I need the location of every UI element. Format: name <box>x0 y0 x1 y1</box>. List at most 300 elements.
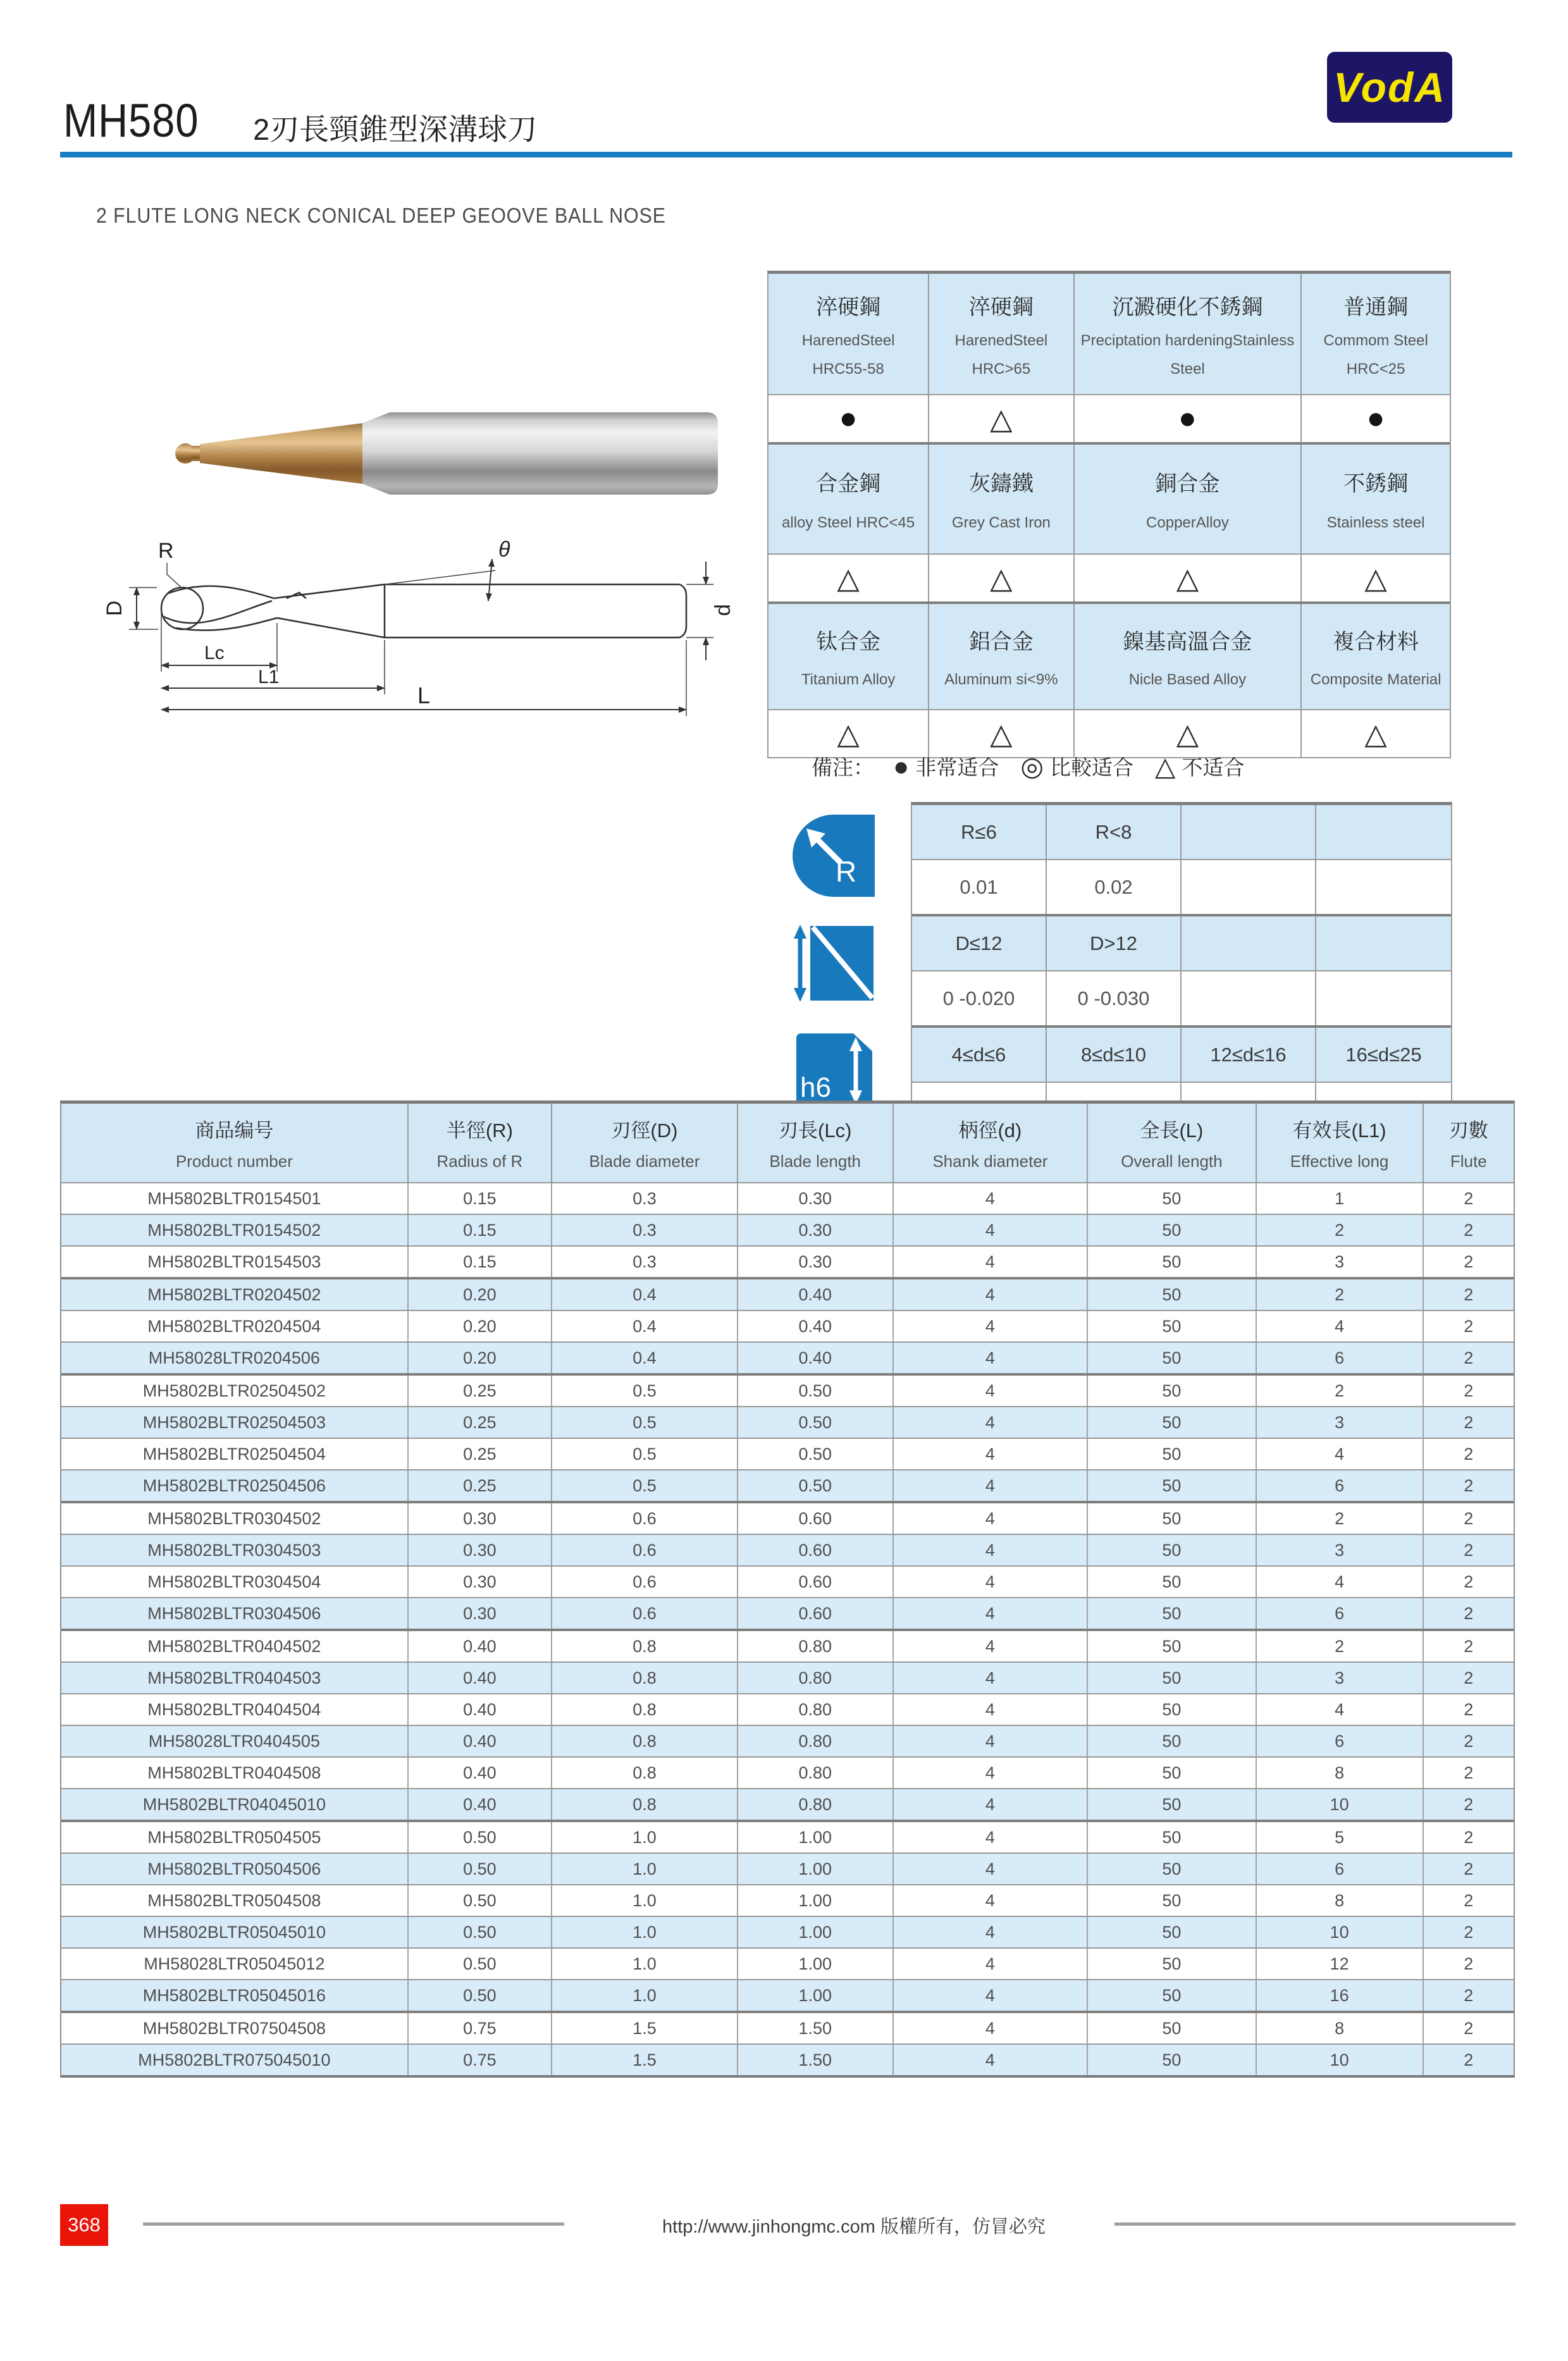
material-name-en: Commom Steel <box>1323 331 1428 349</box>
tolerance-header-cell: R≤6 <box>912 805 1047 859</box>
product-cell: 1.00 <box>738 1949 894 1979</box>
column-header-zh: 半徑(R) <box>446 1119 513 1142</box>
footer-divider-left <box>143 2222 564 2226</box>
product-cell: 1.5 <box>552 2045 738 2075</box>
material-header-cell <box>929 445 1074 553</box>
product-cell: 5 <box>1257 1822 1424 1852</box>
product-cell: 2 <box>1257 1215 1424 1245</box>
arrow-down-icon <box>794 988 806 1002</box>
product-cell: 0.5 <box>552 1439 738 1469</box>
product-cell: 0.30 <box>738 1183 894 1214</box>
product-cell: 0.3 <box>552 1183 738 1214</box>
product-cell: 2 <box>1464 1668 1474 1687</box>
drawing-label-theta: θ <box>498 538 510 562</box>
tolerance-header-cell: 12≤d≤16 <box>1182 1028 1316 1082</box>
product-cell: 0.40 <box>738 1279 894 1310</box>
product-cell: 0.40 <box>409 1789 552 1820</box>
product-cell: 0.8 <box>552 1726 738 1756</box>
product-cell: 3 <box>1257 1663 1424 1693</box>
material-header-cell <box>1075 274 1302 394</box>
product-cell: MH5802BLTR0404503 <box>61 1663 409 1693</box>
product-cell: 2 <box>1464 1985 1474 2005</box>
material-symbol-cell <box>1302 555 1450 601</box>
product-cell: 1.0 <box>552 1885 738 1916</box>
product-cell: 4 <box>894 2013 1089 2044</box>
column-header-zh: 商品编号 <box>195 1119 274 1142</box>
product-cell: 2 <box>1464 1827 1474 1847</box>
material-symbol-cell <box>1302 710 1450 757</box>
product-cell: 4 <box>894 1854 1089 1884</box>
product-cell: 0.40 <box>409 1726 552 1756</box>
product-cell: 0.80 <box>738 1789 894 1820</box>
material-name-zh: 不銹鋼 <box>1343 472 1409 496</box>
product-cell: 50 <box>1088 1631 1256 1661</box>
product-cell: 2 <box>1464 2018 1474 2038</box>
product-row <box>61 1629 1514 1661</box>
product-cell: 50 <box>1088 1311 1256 1341</box>
unsuitable-triangle-icon: △ <box>1364 562 1387 595</box>
tolerance-value-cell <box>1182 971 1316 1025</box>
product-cell: 50 <box>1088 1407 1256 1438</box>
product-cell: 4 <box>894 1567 1089 1597</box>
product-cell: 50 <box>1088 2045 1256 2075</box>
product-cell: 6 <box>1257 1598 1424 1629</box>
material-header-cell <box>769 445 929 553</box>
material-name-en: Aluminum si<9% <box>944 670 1058 688</box>
product-cell: 1.50 <box>738 2013 894 2044</box>
tolerance-value-row <box>912 970 1451 1025</box>
product-cell: 1.00 <box>738 1980 894 2011</box>
column-header-zh: 刃長(Lc) <box>779 1119 852 1142</box>
material-symbol-cell <box>769 395 929 442</box>
legend-item-label: 非常适合 <box>915 756 999 779</box>
column-header-en: Overall length <box>1121 1152 1223 1171</box>
tool-photo <box>81 393 723 517</box>
product-cell: 0.5 <box>552 1376 738 1406</box>
product-cell: MH5802BLTR0154501 <box>61 1183 409 1214</box>
product-cell: 0.25 <box>409 1470 552 1501</box>
tolerance-header-cell: R<8 <box>1047 805 1182 859</box>
tool-shank <box>390 412 718 495</box>
material-hardness: HRC55-58 <box>812 360 884 378</box>
product-cell: 0.50 <box>738 1407 894 1438</box>
product-cell: 6 <box>1257 1343 1424 1373</box>
product-cell: 3 <box>1257 1407 1424 1438</box>
unsuitable-triangle-icon: △ <box>837 562 860 595</box>
product-cell: 2 <box>1464 1699 1474 1719</box>
material-header-cell <box>1302 604 1450 709</box>
product-column-header <box>552 1104 738 1182</box>
material-symbol-cell <box>929 555 1074 601</box>
product-cell: 0.15 <box>409 1247 552 1277</box>
material-name-zh: 淬硬鋼 <box>816 295 881 320</box>
product-cell: 0.15 <box>409 1183 552 1214</box>
tolerance-table <box>911 802 1452 1138</box>
product-cell: 0.25 <box>409 1376 552 1406</box>
product-row <box>61 1214 1514 1245</box>
product-cell: 0.30 <box>409 1535 552 1565</box>
product-row <box>61 1756 1514 1788</box>
product-cell: 4 <box>894 1279 1089 1310</box>
product-cell: 50 <box>1088 1949 1256 1979</box>
product-cell: 50 <box>1088 1854 1256 1884</box>
material-hardness: HRC<25 <box>1346 360 1405 378</box>
legend-item <box>1155 751 1244 781</box>
material-name-zh: 普通鋼 <box>1343 295 1409 320</box>
product-cell: 0.50 <box>738 1439 894 1469</box>
product-cell: 4 <box>894 1694 1089 1725</box>
diameter-tolerance-icon <box>793 922 875 1008</box>
tolerance-header-row <box>912 805 1451 859</box>
product-cell: 50 <box>1088 1726 1256 1756</box>
product-cell: MH5802BLTR02504504 <box>61 1439 409 1469</box>
product-row <box>61 2011 1514 2044</box>
product-cell: MH5802BLTR0504508 <box>61 1885 409 1916</box>
column-header-en: Blade diameter <box>589 1152 700 1171</box>
product-cell: 2 <box>1464 1859 1474 1878</box>
product-cell: 6 <box>1257 1726 1424 1756</box>
product-row <box>61 1310 1514 1341</box>
product-cell: 0.40 <box>409 1631 552 1661</box>
product-column-header <box>738 1104 894 1182</box>
material-name-en: HarenedSteel <box>954 331 1048 349</box>
product-cell: 8 <box>1257 1758 1424 1788</box>
tolerance-header-row <box>912 914 1451 970</box>
product-cell: 50 <box>1088 1376 1256 1406</box>
product-cell: 0.75 <box>409 2013 552 2044</box>
material-symbol-row <box>769 709 1450 757</box>
product-cell: 4 <box>1257 1567 1424 1597</box>
product-cell: MH5802BLTR0304502 <box>61 1503 409 1534</box>
product-cell: 0.30 <box>409 1598 552 1629</box>
page-title: MH580 <box>63 94 199 147</box>
tolerance-value-row <box>912 859 1451 914</box>
tolerance-header-cell: 16≤d≤25 <box>1345 1043 1422 1066</box>
product-cell: 4 <box>894 1407 1089 1438</box>
product-cell: 8 <box>1257 1885 1424 1916</box>
material-symbol-cell <box>1075 555 1302 601</box>
product-cell: 2 <box>1464 1220 1474 1240</box>
product-cell: 0.80 <box>738 1663 894 1693</box>
material-hardness: HRC>65 <box>972 360 1031 378</box>
material-header-cell <box>1302 445 1450 553</box>
product-cell: 0.8 <box>552 1631 738 1661</box>
product-cell: 0.40 <box>409 1694 552 1725</box>
material-header-cell <box>769 274 929 394</box>
product-cell: 0.60 <box>738 1535 894 1565</box>
product-cell: 2 <box>1464 1285 1474 1304</box>
product-cell: 0.30 <box>409 1503 552 1534</box>
product-cell: 1.00 <box>738 1822 894 1852</box>
product-cell: 0.50 <box>409 1822 552 1852</box>
product-cell: 2 <box>1257 1376 1424 1406</box>
product-cell: MH5802BLTR0504505 <box>61 1822 409 1852</box>
product-cell: 1.0 <box>552 1854 738 1884</box>
product-cell: 4 <box>894 1822 1089 1852</box>
product-row <box>61 1916 1514 1947</box>
product-cell: 2 <box>1464 1731 1474 1751</box>
tool-taper-neck <box>200 423 362 484</box>
product-row <box>61 1565 1514 1597</box>
product-cell: 0.50 <box>409 1949 552 1979</box>
material-header-cell <box>769 604 929 709</box>
product-cell: 0.75 <box>409 2045 552 2075</box>
legend-item <box>1020 751 1133 781</box>
unsuitable-triangle-icon: △ <box>837 717 860 750</box>
product-cell: 4 <box>894 1917 1089 1947</box>
product-cell: 50 <box>1088 1567 1256 1597</box>
product-cell: 2 <box>1464 1252 1474 1271</box>
column-header-en: Shank diameter <box>932 1152 1048 1171</box>
product-cell: 2 <box>1257 1503 1424 1534</box>
product-cell: 4 <box>894 1215 1089 1245</box>
product-cell: 0.4 <box>552 1343 738 1373</box>
unsuitable-triangle-icon: △ <box>1176 562 1199 595</box>
product-cell: 1.50 <box>738 2045 894 2075</box>
product-cell: MH58028LTR05045012 <box>61 1949 409 1979</box>
product-cell: 4 <box>1257 1439 1424 1469</box>
product-cell: 10 <box>1257 1789 1424 1820</box>
legend <box>812 751 1244 781</box>
product-cell: 0.8 <box>552 1694 738 1725</box>
unsuitable-triangle-icon: △ <box>990 717 1013 750</box>
product-cell: 0.30 <box>738 1247 894 1277</box>
product-cell: 0.40 <box>409 1663 552 1693</box>
product-row <box>61 1341 1514 1373</box>
material-hardness: Steel <box>1170 360 1205 378</box>
product-cell: MH5802BLTR0154503 <box>61 1247 409 1277</box>
product-cell: 50 <box>1088 1503 1256 1534</box>
drawing-label-r: R <box>158 539 174 563</box>
suitable-circle-icon: ● <box>1366 402 1385 435</box>
product-cell: 0.5 <box>552 1470 738 1501</box>
product-cell: 0.50 <box>738 1376 894 1406</box>
product-cell: 50 <box>1088 1598 1256 1629</box>
material-header-row <box>769 442 1450 553</box>
product-column-header <box>894 1104 1089 1182</box>
product-cell: 2 <box>1464 1636 1474 1656</box>
product-cell: MH58028LTR0204506 <box>61 1343 409 1373</box>
material-name-zh: 合金鋼 <box>816 472 881 496</box>
product-cell: 0.4 <box>552 1279 738 1310</box>
product-cell: 2 <box>1464 1348 1474 1367</box>
product-cell: 0.50 <box>409 1854 552 1884</box>
footer-copyright: http://www.jinhongmc.com 版權所有，仿冒必究 <box>662 2217 1046 2237</box>
product-cell: 50 <box>1088 1758 1256 1788</box>
product-row <box>61 1788 1514 1820</box>
product-cell: MH5802BLTR0204504 <box>61 1311 409 1341</box>
product-cell: MH5802BLTR0404504 <box>61 1694 409 1725</box>
product-cell: 2 <box>1464 1922 1474 1942</box>
product-cell: 0.6 <box>552 1535 738 1565</box>
product-cell: 0.80 <box>738 1758 894 1788</box>
product-row <box>61 1277 1514 1310</box>
material-name-zh: 沉澱硬化不銹鋼 <box>1112 295 1263 320</box>
product-cell: 4 <box>894 1598 1089 1629</box>
material-header-cell <box>1075 445 1302 553</box>
product-cell: 0.40 <box>738 1311 894 1341</box>
product-cell: MH5802BLTR075045010 <box>61 2045 409 2075</box>
material-name-zh: 鎳基高溫合金 <box>1123 630 1252 655</box>
product-cell: 4 <box>1257 1311 1424 1341</box>
product-cell: 0.20 <box>409 1343 552 1373</box>
tolerance-value-cell: 0.02 <box>1047 860 1182 914</box>
product-cell: 50 <box>1088 1822 1256 1852</box>
product-row <box>61 1947 1514 1979</box>
product-cell: 0.80 <box>738 1726 894 1756</box>
product-cell: 0.3 <box>552 1247 738 1277</box>
product-cell: 0.80 <box>738 1631 894 1661</box>
product-cell: 3 <box>1257 1535 1424 1565</box>
product-cell: 0.20 <box>409 1279 552 1310</box>
product-cell: 4 <box>894 1885 1089 1916</box>
product-cell: 50 <box>1088 1917 1256 1947</box>
product-cell: 0.60 <box>738 1503 894 1534</box>
product-cell: 4 <box>894 1311 1089 1341</box>
product-cell: 4 <box>894 1631 1089 1661</box>
material-header-cell <box>1075 604 1302 709</box>
product-cell: 2 <box>1464 1540 1474 1560</box>
radius-tolerance-icon <box>793 815 875 897</box>
product-cell: MH5802BLTR07504508 <box>61 2013 409 2044</box>
tolerance-value-cell <box>1316 860 1451 914</box>
product-cell: 1.00 <box>738 1885 894 1916</box>
material-symbol-row <box>769 394 1450 442</box>
product-cell: 0.8 <box>552 1789 738 1820</box>
product-row <box>61 1725 1514 1756</box>
material-name-zh: 钛合金 <box>816 630 881 655</box>
product-cell: MH58028LTR0404505 <box>61 1726 409 1756</box>
product-cell: MH5802BLTR0404508 <box>61 1758 409 1788</box>
product-row <box>61 1406 1514 1438</box>
product-cell: 4 <box>894 1247 1089 1277</box>
material-header-cell <box>1302 274 1450 394</box>
product-cell: 4 <box>894 1343 1089 1373</box>
product-cell: MH5802BLTR0304506 <box>61 1598 409 1629</box>
tolerance-header-cell: 8≤d≤10 <box>1047 1028 1182 1082</box>
material-name-en: Grey Cast Iron <box>951 514 1051 531</box>
header-divider <box>60 152 1512 157</box>
tolerance-header-cell <box>1182 805 1316 859</box>
product-cell: 4 <box>894 1535 1089 1565</box>
legend-item <box>893 751 999 781</box>
drawing-label-l: L <box>417 682 431 708</box>
product-cell: 1.00 <box>738 1917 894 1947</box>
product-cell: MH5802BLTR04045010 <box>61 1789 409 1820</box>
product-cell: 2 <box>1464 1603 1474 1623</box>
tolerance-header-cell <box>1316 805 1451 859</box>
product-row <box>61 1693 1514 1725</box>
tolerance-value-cell: 0 -0.020 <box>912 971 1047 1025</box>
product-row <box>61 1852 1514 1884</box>
material-name-zh: 鋁合金 <box>968 630 1034 655</box>
product-column-header <box>409 1104 552 1182</box>
product-cell: 3 <box>1257 1247 1424 1277</box>
product-cell: 50 <box>1088 1663 1256 1693</box>
material-name-zh: 複合材料 <box>1333 630 1419 655</box>
product-cell: 1 <box>1257 1183 1424 1214</box>
product-cell: 0.4 <box>552 1311 738 1341</box>
product-row <box>61 1979 1514 2011</box>
product-cell: 4 <box>894 1183 1089 1214</box>
column-header-zh: 刃數 <box>1448 1119 1488 1142</box>
arrow-up-icon <box>794 925 806 939</box>
product-cell: 50 <box>1088 1470 1256 1501</box>
product-cell: 2 <box>1257 1631 1424 1661</box>
product-cell: 4 <box>894 1663 1089 1693</box>
product-cell: MH5802BLTR02504502 <box>61 1376 409 1406</box>
drawing-label-big-d: D <box>102 600 127 616</box>
product-cell: MH5802BLTR0304503 <box>61 1535 409 1565</box>
product-cell: MH5802BLTR0154502 <box>61 1215 409 1245</box>
product-column-header <box>1088 1104 1256 1182</box>
footer-divider-right <box>1114 2222 1516 2226</box>
material-symbol-cell <box>929 710 1074 757</box>
column-header-en: Effective long <box>1290 1152 1389 1171</box>
product-cell: 2 <box>1464 1508 1474 1528</box>
tolerance-header-row <box>912 1025 1451 1082</box>
product-row <box>61 1438 1514 1469</box>
product-row <box>61 1245 1514 1277</box>
material-name-en: HarenedSteel <box>801 331 895 349</box>
product-cell: 1.0 <box>552 1980 738 2011</box>
product-cell: 2 <box>1464 1794 1474 1814</box>
product-cell: 0.60 <box>738 1567 894 1597</box>
tolerance-header-cell: D≤12 <box>912 916 1047 970</box>
product-row <box>61 2044 1514 2075</box>
page-title-zh: 2刃長頸錐型深溝球刀 <box>253 113 538 146</box>
product-cell: 0.50 <box>409 1980 552 2011</box>
product-row <box>61 1534 1514 1565</box>
product-cell: 0.80 <box>738 1694 894 1725</box>
product-cell: 50 <box>1088 1183 1256 1214</box>
product-cell: 50 <box>1088 1247 1256 1277</box>
material-symbol-cell <box>769 710 929 757</box>
product-cell: MH5802BLTR02504506 <box>61 1470 409 1501</box>
product-cell: 50 <box>1088 1535 1256 1565</box>
product-cell: 1.5 <box>552 2013 738 2044</box>
material-name-zh: 銅合金 <box>1155 472 1220 496</box>
product-cell: 0.3 <box>552 1215 738 1245</box>
product-cell: 0.20 <box>409 1311 552 1341</box>
tolerance-header-cell <box>1182 916 1316 970</box>
product-cell: 2 <box>1464 1763 1474 1782</box>
material-name-zh: 灰鑄鐵 <box>968 472 1034 496</box>
product-cell: 50 <box>1088 1279 1256 1310</box>
unsuitable-triangle-icon: △ <box>1364 717 1387 750</box>
suitable-circle-icon: ● <box>1178 402 1197 435</box>
product-row <box>61 1884 1514 1916</box>
material-name-zh: 淬硬鋼 <box>968 295 1034 320</box>
product-cell: MH5802BLTR05045010 <box>61 1917 409 1947</box>
material-symbol-cell <box>929 395 1074 442</box>
page-number-badge: 368 <box>60 2204 108 2246</box>
product-cell: 4 <box>894 1949 1089 1979</box>
material-header-cell <box>929 604 1074 709</box>
product-cell: 0.50 <box>409 1917 552 1947</box>
unsuitable-triangle-icon: △ <box>990 402 1013 435</box>
material-name-en: Stainless steel <box>1326 514 1425 531</box>
column-header-zh: 有效長(L1) <box>1292 1119 1386 1142</box>
material-symbol-cell <box>1302 395 1450 442</box>
product-cell: 4 <box>894 2045 1089 2075</box>
product-cell: 0.6 <box>552 1598 738 1629</box>
product-cell: 2 <box>1464 1316 1474 1336</box>
product-cell: 0.8 <box>552 1758 738 1788</box>
product-cell: 2 <box>1464 1188 1474 1208</box>
tolerance-value-cell <box>1316 971 1451 1025</box>
material-header-row <box>769 601 1450 709</box>
